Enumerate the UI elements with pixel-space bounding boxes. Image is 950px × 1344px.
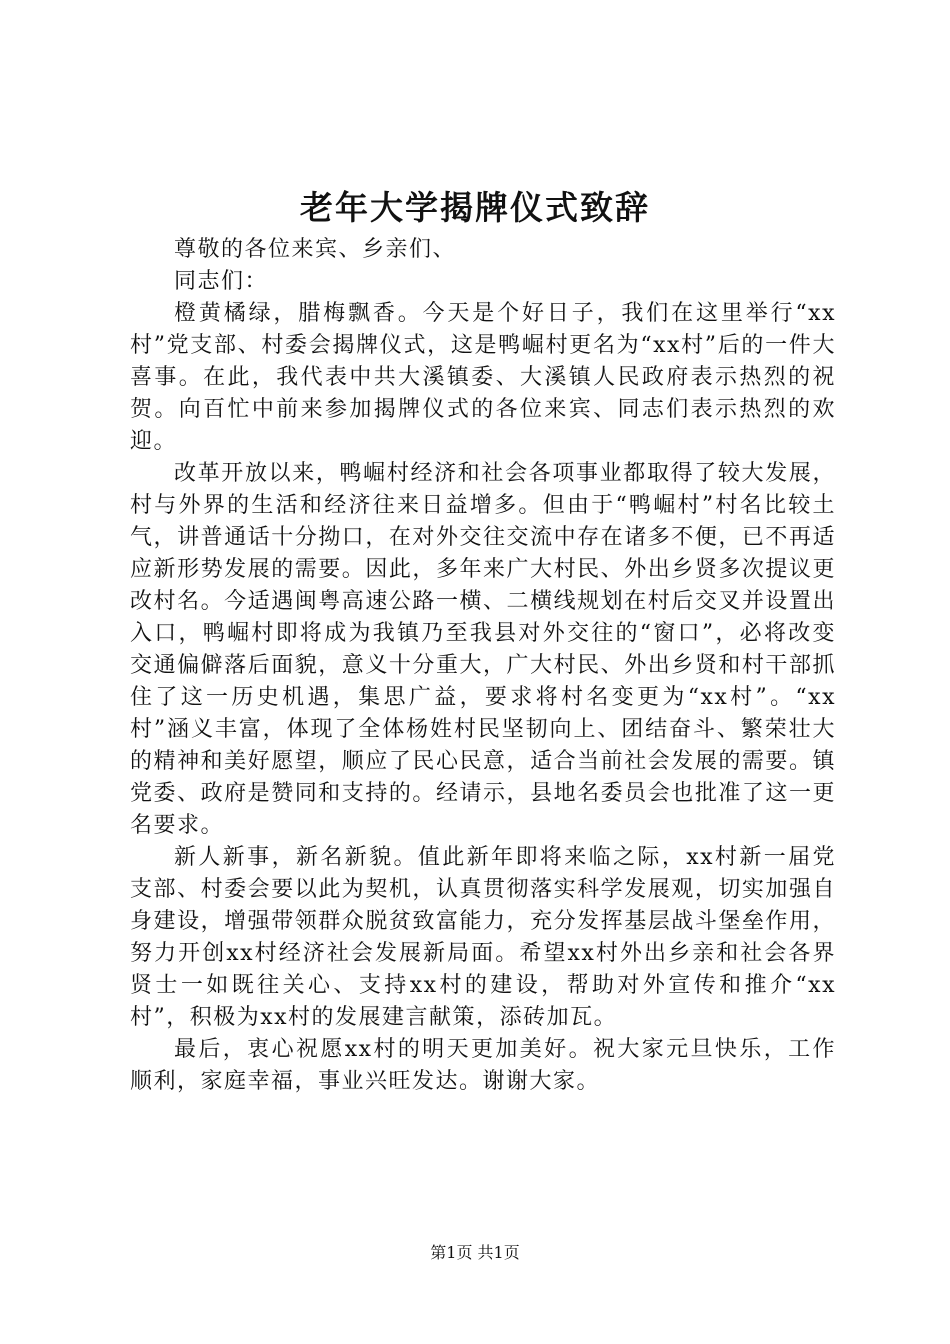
paragraph-3: 新人新事，新名新貌。值此新年即将来临之际，xx村新一届党支部、村委会要以此为契机，认真贯彻落实科学发展观，切实加强自身建设，增强带领群众脱贫致富能力，充分发挥基层战斗堡垒作用，努力开创xx村经济社会发展新局面。希望xx村外出乡亲和社会各界贤士一如既往关心、支持xx村的建设，帮助对外宣传和推介“xx村”，积极为xx村的发展建言献策，添砖加瓦。 [130,845,836,1030]
paragraph-1: 橙黄橘绿，腊梅飘香。今天是个好日子，我们在这里举行“xx村”党支部、村委会揭牌仪式，这是鸭崛村更名为“xx村”后的一件大喜事。在此，我代表中共大溪镇委、大溪镇人民政府表示热烈的祝贺。向百忙中前来参加揭牌仪式的各位来宾、同志们表示热烈的欢迎。 [130,301,836,454]
page-footer: 第1页 共1页 [430,1243,520,1262]
document-title: 老年大学揭牌仪式致辞 [300,188,650,227]
salutation-line-1: 尊敬的各位来宾、乡亲们、 [174,237,457,262]
paragraph-4: 最后，衷心祝愿xx村的明天更加美好。祝大家元旦快乐，工作顺利，家庭幸福，事业兴旺发达。谢谢大家。 [130,1037,836,1094]
document-body [130,234,836,1098]
salutation-line-2: 同志们： [174,269,269,294]
paragraph-2: 改革开放以来，鸭崛村经济和社会各项事业都取得了较大发展，村与外界的生活和经济往来日益增多。但由于“鸭崛村”村名比较土气，讲普通话十分拗口，在对外交往交流中存在诸多不便，已不再适应新形势发展的需要。因此，多年来广大村民、外出乡贤多次提议更改村名。今适遇闽粤高速公路一横、二横线规划在村后交叉并设置出入口，鸭崛村即将成为我镇乃至我县对外交往的“窗口”，必将改变交通偏僻落后面貌，意义十分重大，广大村民、外出乡贤和村干部抓住了这一历史机遇，集思广益，要求将村名变更为“xx村”。“xx村”涵义丰富，体现了全体杨姓村民坚韧向上、团结奋斗、繁荣壮大的精神和美好愿望，顺应了民心民意，适合当前社会发展的需要。镇党委、政府是赞同和支持的。经请示，县地名委员会也批准了这一更名要求。 [130,461,836,838]
